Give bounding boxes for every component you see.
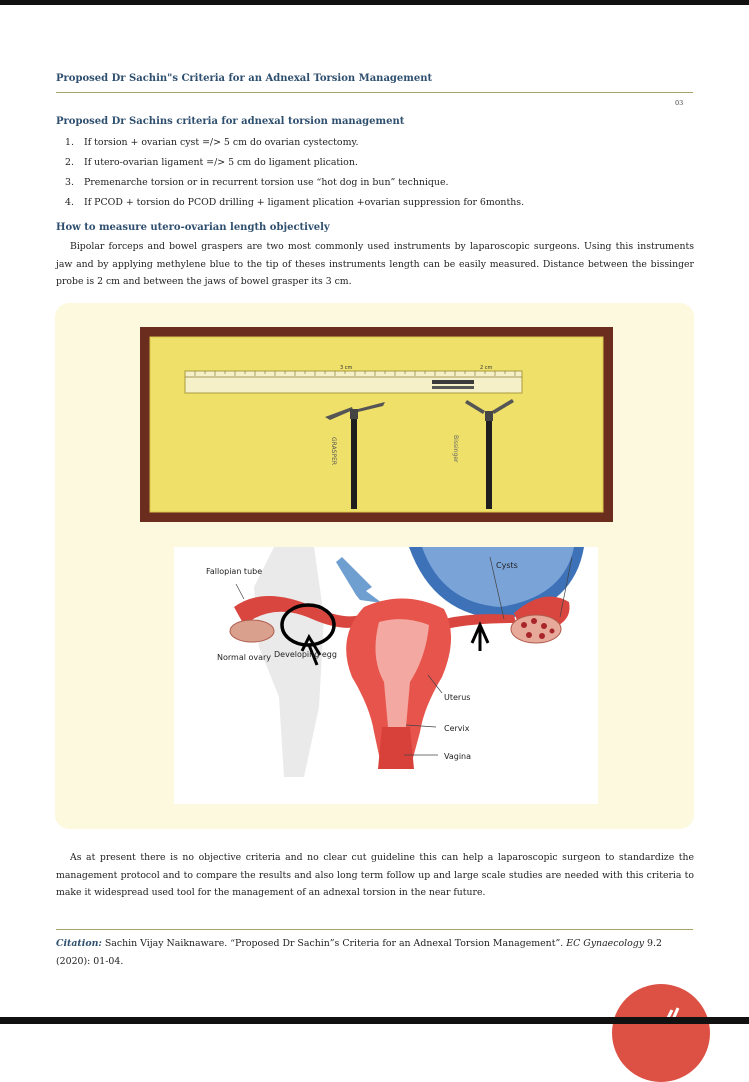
page-number: 03 bbox=[675, 99, 684, 107]
measure-heading: How to measure utero-ovarian length objectively bbox=[56, 222, 330, 233]
item-number: 4. bbox=[65, 197, 74, 208]
grasper-label: GRASPER bbox=[330, 437, 337, 466]
instrument-photo bbox=[140, 327, 613, 522]
top-border bbox=[0, 0, 749, 5]
label-developing-egg: Developing egg bbox=[274, 650, 337, 659]
item-text: Premenarche torsion or in recurrent torsion use “hot dog in bun” technique. bbox=[84, 177, 449, 188]
scale-label-left: 3 cm bbox=[340, 365, 353, 371]
citation-rest: 9.2 (2020): 01-04. bbox=[56, 938, 662, 967]
item-text: If utero-ovarian ligament =/> 5 cm do ligament plication. bbox=[84, 157, 358, 168]
label-fallopian-tube: Fallopian tube bbox=[206, 567, 263, 576]
measure-paragraph: Bipolar forceps and bowel graspers are two most commonly used instruments by laparoscopic surgeons. Using this instruments jaw and by applying methylene blue to the tip of theses instruments length can be easily measured. Distance between the bissinger probe is 2 cm and between the jaws of bowel grasper its 3 cm. bbox=[56, 241, 694, 287]
citation-label: Citation: bbox=[56, 938, 102, 949]
criteria-heading: Proposed Dr Sachins criteria for adnexal torsion management bbox=[56, 116, 405, 127]
publisher-logo bbox=[612, 984, 710, 1082]
criteria-item bbox=[56, 196, 696, 216]
citation-authors: Sachin Vijay Naiknaware. “Proposed Dr Sachin”s Criteria for an Adnexal Torsion Management”. bbox=[104, 938, 564, 949]
citation-block bbox=[56, 935, 696, 971]
conclusion-paragraph: As at present there is no objective criteria and no clear cut guideline this can help a laparoscopic surgeon to standardize the management protocol and to compare the results and also long term follow up and large scale studies are needed with this criteria to make it widespread used tool for the management of an adnexal torsion in the near future. bbox=[56, 852, 694, 898]
label-vagina: Vagina bbox=[444, 752, 472, 761]
bissinger-label: Bissinger bbox=[452, 435, 459, 463]
uterus-diagram bbox=[174, 547, 598, 804]
item-text: If PCOD + torsion do PCOD drilling + ligament plication +ovarian suppression for 6months. bbox=[84, 197, 525, 208]
citation-rule bbox=[56, 929, 693, 930]
label-cysts: Cysts bbox=[496, 561, 518, 570]
criteria-list bbox=[56, 136, 696, 216]
item-number: 3. bbox=[65, 177, 74, 188]
criteria-item bbox=[56, 136, 696, 156]
header-rule bbox=[56, 92, 693, 93]
label-uterus: Uterus bbox=[444, 693, 471, 702]
item-number: 1. bbox=[65, 137, 74, 148]
citation-journal: EC Gynaecology bbox=[566, 938, 645, 949]
bottom-border bbox=[0, 1017, 749, 1024]
criteria-item bbox=[56, 176, 696, 196]
scale-label-right: 2 cm bbox=[480, 365, 493, 371]
label-cervix: Cervix bbox=[444, 724, 470, 733]
criteria-item bbox=[56, 156, 696, 176]
running-title: Proposed Dr Sachin"s Criteria for an Adnexal Torsion Management bbox=[56, 73, 433, 84]
item-number: 2. bbox=[65, 157, 74, 168]
label-normal-ovary: Normal ovary bbox=[217, 653, 272, 662]
item-text: If torsion + ovarian cyst =/> 5 cm do ovarian cystectomy. bbox=[84, 137, 359, 148]
